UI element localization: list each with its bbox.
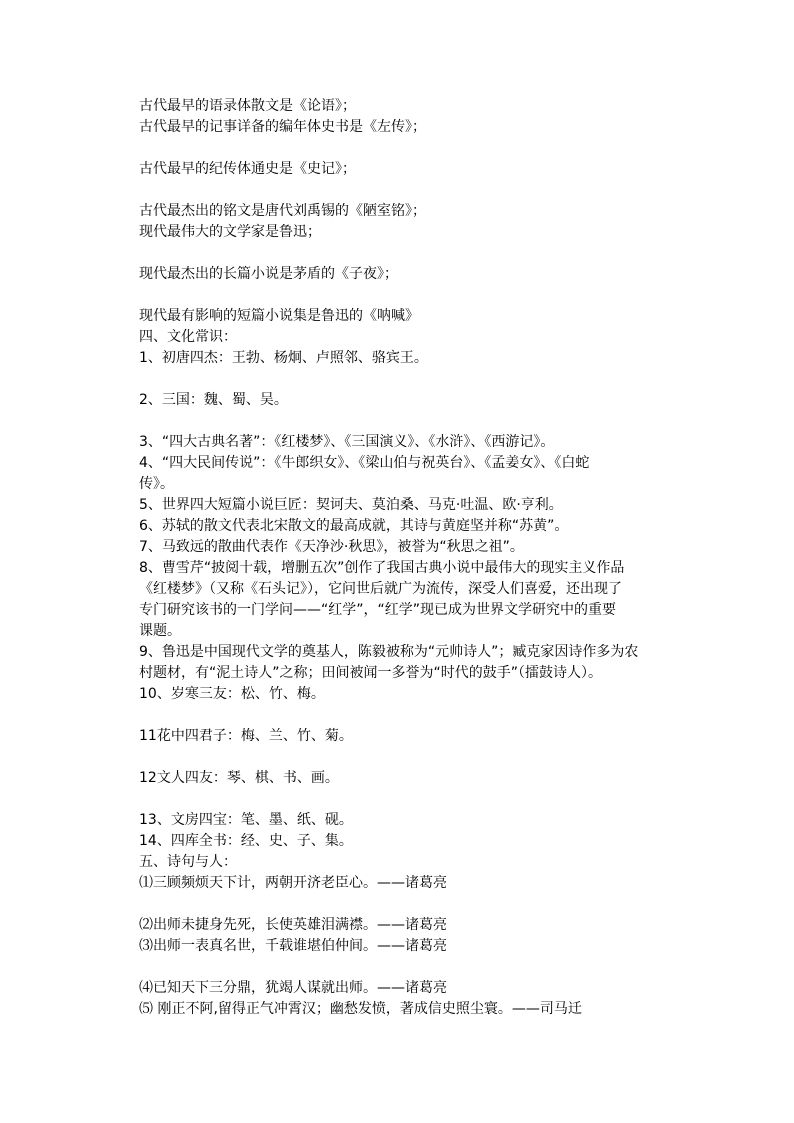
blank-line bbox=[139, 747, 659, 768]
section-heading: 四、文化常识： bbox=[139, 329, 237, 345]
text-line: 现代最有影响的短篇小说集是鲁迅的《呐喊》 bbox=[139, 308, 419, 324]
blank-line bbox=[139, 369, 659, 390]
text-line: 古代最早的语录体散文是《论语》； bbox=[139, 98, 356, 114]
text-line: 4、“四大民间传说”：《牛郎织女》、《梁山伯与祝英台》、《孟姜女》、《白蛇 bbox=[139, 455, 590, 471]
blank-line bbox=[139, 243, 659, 264]
text-line: 9、鲁迅是中国现代文学的奠基人，陈毅被称为“元帅诗人”；臧克家因诗作多为农 bbox=[139, 644, 639, 660]
blank-line bbox=[139, 138, 659, 159]
text-line: 《红楼梦》（又称《石头记》），它问世后就广为流传，深受人们喜爱，还出现了 bbox=[139, 581, 622, 597]
text-line: 传》。 bbox=[139, 476, 174, 492]
blank-line bbox=[139, 705, 659, 726]
text-line: 村题材，有“泥土诗人”之称；田间被闻一多誉为“时代的鼓手”（擂鼓诗人）。 bbox=[139, 665, 603, 681]
text-line: ⑵出师未捷身先死，长使英雄泪满襟。——诸葛亮 bbox=[139, 917, 447, 933]
text-line: 现代最伟大的文学家是鲁迅； bbox=[139, 224, 321, 240]
text-line: 古代最早的记事详备的编年体史书是《左传》； bbox=[139, 119, 426, 135]
text-line: 11花中四君子：梅、兰、竹、菊。 bbox=[139, 728, 353, 744]
text-line: 10、岁寒三友：松、竹、梅。 bbox=[139, 686, 325, 702]
text-line: 古代最早的纪传体通史是《史记》； bbox=[139, 161, 356, 177]
blank-line bbox=[139, 285, 659, 306]
text-line: 6、苏轼的散文代表北宋散文的最高成就，其诗与黄庭坚并称“苏黄”。 bbox=[139, 518, 569, 534]
blank-line bbox=[139, 180, 659, 201]
text-line: 8、曹雪芹“披阅十载，增删五次”创作了我国古典小说中最伟大的现实主义作品 bbox=[139, 560, 625, 576]
text-line: 1、初唐四杰：王勃、杨炯、卢照邻、骆宾王。 bbox=[139, 350, 428, 366]
document-body bbox=[139, 96, 659, 1020]
section-heading: 五、诗句与人： bbox=[139, 854, 237, 870]
text-line: 5、世界四大短篇小说巨匠：契诃夫、莫泊桑、马克·吐温、欧·亨利。 bbox=[139, 497, 563, 513]
text-line: 课题。 bbox=[139, 623, 181, 639]
text-line: 3、“四大古典名著”：《红楼梦》、《三国演义》、《水浒》、《西游记》。 bbox=[139, 434, 555, 450]
text-line: ⑶出师一表真名世，千载谁堪伯仲间。——诸葛亮 bbox=[139, 938, 447, 954]
text-line: 14、四库全书：经、史、子、集。 bbox=[139, 833, 353, 849]
text-line: 7、马致远的散曲代表作《天净沙·秋思》，被誉为“秋思之祖”。 bbox=[139, 539, 524, 555]
blank-line bbox=[139, 789, 659, 810]
text-line: 12文人四友：琴、棋、书、画。 bbox=[139, 770, 339, 786]
text-line: ⑸ 刚正不阿,留得正气冲霄汉；幽愁发愤，著成信史照尘寰。——司马迁 bbox=[139, 1001, 582, 1017]
text-line: 2、三国：魏、蜀、吴。 bbox=[139, 392, 288, 408]
blank-line bbox=[139, 411, 659, 432]
text-line: ⑷已知天下三分鼎，犹竭人谋就出师。——诸葛亮 bbox=[139, 980, 447, 996]
blank-line bbox=[139, 957, 659, 978]
text-line: 现代最杰出的长篇小说是茅盾的《子夜》； bbox=[139, 266, 398, 282]
text-line: ⑴三顾频烦天下计，两朝开济老臣心。——诸葛亮 bbox=[139, 875, 447, 891]
text-line: 专门研究该书的一门学问——“红学”，“红学”现已成为世界文学研究中的重要 bbox=[139, 602, 617, 618]
text-line: 13、文房四宝：笔、墨、纸、砚。 bbox=[139, 812, 353, 828]
blank-line bbox=[139, 894, 659, 915]
text-line: 古代最杰出的铭文是唐代刘禹锡的《陋室铭》； bbox=[139, 203, 426, 219]
